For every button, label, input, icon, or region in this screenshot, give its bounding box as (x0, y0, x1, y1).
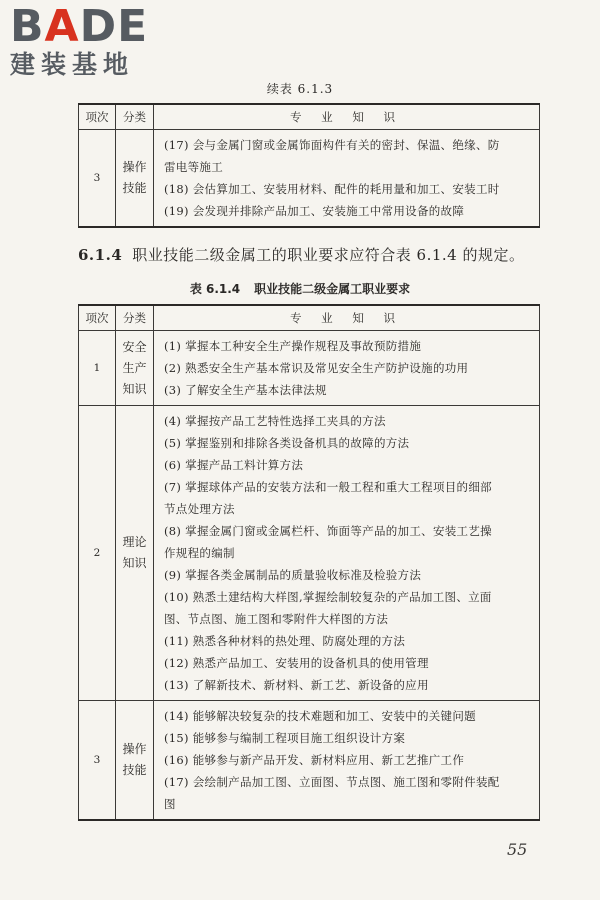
section-number: 6.1.4 (78, 246, 123, 264)
logo-subtitle: 建装基地 (10, 50, 135, 79)
list-item: (13) 了解新技术、新材料、新工艺、新设备的应用 (164, 678, 429, 692)
list-item: (8) 掌握金属门窗或金属栏杆、饰面等产品的加工、安装工艺操 (164, 524, 492, 538)
table-row (79, 406, 540, 701)
header-knowledge: 专 业 知 识 (154, 104, 540, 130)
list-item: 图、节点图、施工图和零附件大样图的方法 (164, 612, 389, 626)
row-seq: 3 (79, 130, 116, 228)
list-item: (9) 掌握各类金属制品的质量验收标准及检验方法 (164, 568, 422, 582)
list-item: (5) 掌握鉴别和排除各类设备机具的故障的方法 (164, 436, 410, 450)
list-item: (14) 能够解决较复杂的技术难题和加工、安装中的关键问题 (164, 709, 476, 723)
list-item: (12) 熟悉产品加工、安装用的设备机具的使用管理 (164, 656, 429, 670)
table-6-1-4-title: 表 6.1.4 职业技能二级金属工职业要求 (189, 282, 411, 296)
list-item: (7) 掌握球体产品的安装方法和一般工程和重大工程项目的细部 (164, 480, 492, 494)
list-item: (3) 了解安全生产基本法律法规 (164, 383, 327, 397)
row-category: 操作 技能 (116, 130, 154, 228)
page-number: 55 (507, 840, 528, 859)
list-item: (15) 能够参与编制工程项目施工组织设计方案 (164, 731, 406, 745)
table-row (79, 701, 540, 821)
table-header-row (79, 104, 540, 130)
row-category: 理论 知识 (116, 406, 154, 701)
table-row (79, 130, 540, 228)
header-seq: 项次 (79, 104, 116, 130)
list-item: (6) 掌握产品工料计算方法 (164, 458, 304, 472)
list-item: 图 (164, 797, 176, 811)
list-item: (10) 熟悉土建结构大样图,掌握绘制较复杂的产品加工图、立面 (164, 590, 492, 604)
row-category: 安全 生产 知识 (116, 331, 154, 406)
table-row (79, 331, 540, 406)
list-item: (2) 熟悉安全生产基本常识及常见安全生产防护设施的功用 (164, 361, 469, 375)
list-item: (17) 会与金属门窗或金属饰面构件有关的密封、保温、绝缘、防 (164, 138, 500, 152)
list-item: (11) 熟悉各种材料的热处理、防腐处理的方法 (164, 634, 406, 648)
header-seq: 项次 (79, 305, 116, 331)
table-header-row (79, 305, 540, 331)
row-items (154, 130, 540, 228)
row-seq: 3 (79, 701, 116, 821)
logo-wordmark (10, 1, 185, 52)
list-item: 雷电等施工 (164, 160, 223, 174)
row-category: 操作 技能 (116, 701, 154, 821)
list-item: (18) 会估算加工、安装用材料、配件的耗用量和加工、安装工时 (164, 182, 500, 196)
list-item: (16) 能够参与新产品开发、新材料应用、新工艺推广工作 (164, 753, 465, 767)
list-item: (1) 掌握本工种安全生产操作规程及事故预防措施 (164, 339, 422, 353)
row-seq: 1 (79, 331, 116, 406)
logo-letter-a: A (44, 1, 80, 52)
list-item: 作规程的编制 (164, 546, 235, 560)
table-6-1-4 (78, 304, 540, 821)
continued-table-title: 续表 6.1.3 (266, 82, 334, 96)
logo-letters-de: DE (79, 1, 149, 52)
row-seq: 2 (79, 406, 116, 701)
list-item: (17) 会绘制产品加工图、立面图、节点图、施工图和零附件装配 (164, 775, 500, 789)
table-6-1-3-continued (78, 103, 540, 228)
header-category: 分类 (116, 305, 154, 331)
section-text: 职业技能二级金属工的职业要求应符合表 6.1.4 的规定。 (132, 246, 525, 264)
row-items (154, 331, 540, 406)
section-6-1-4 (78, 244, 558, 265)
list-item: (19) 会发现并排除产品加工、安装施工中常用设备的故障 (164, 204, 465, 218)
row-items (154, 406, 540, 701)
logo-letter-b: B (10, 1, 45, 52)
header-category: 分类 (116, 104, 154, 130)
row-items (154, 701, 540, 821)
header-knowledge: 专 业 知 识 (154, 305, 540, 331)
list-item: 节点处理方法 (164, 502, 235, 516)
logo (10, 1, 185, 80)
list-item: (4) 掌握按产品工艺特性选择工夹具的方法 (164, 414, 386, 428)
